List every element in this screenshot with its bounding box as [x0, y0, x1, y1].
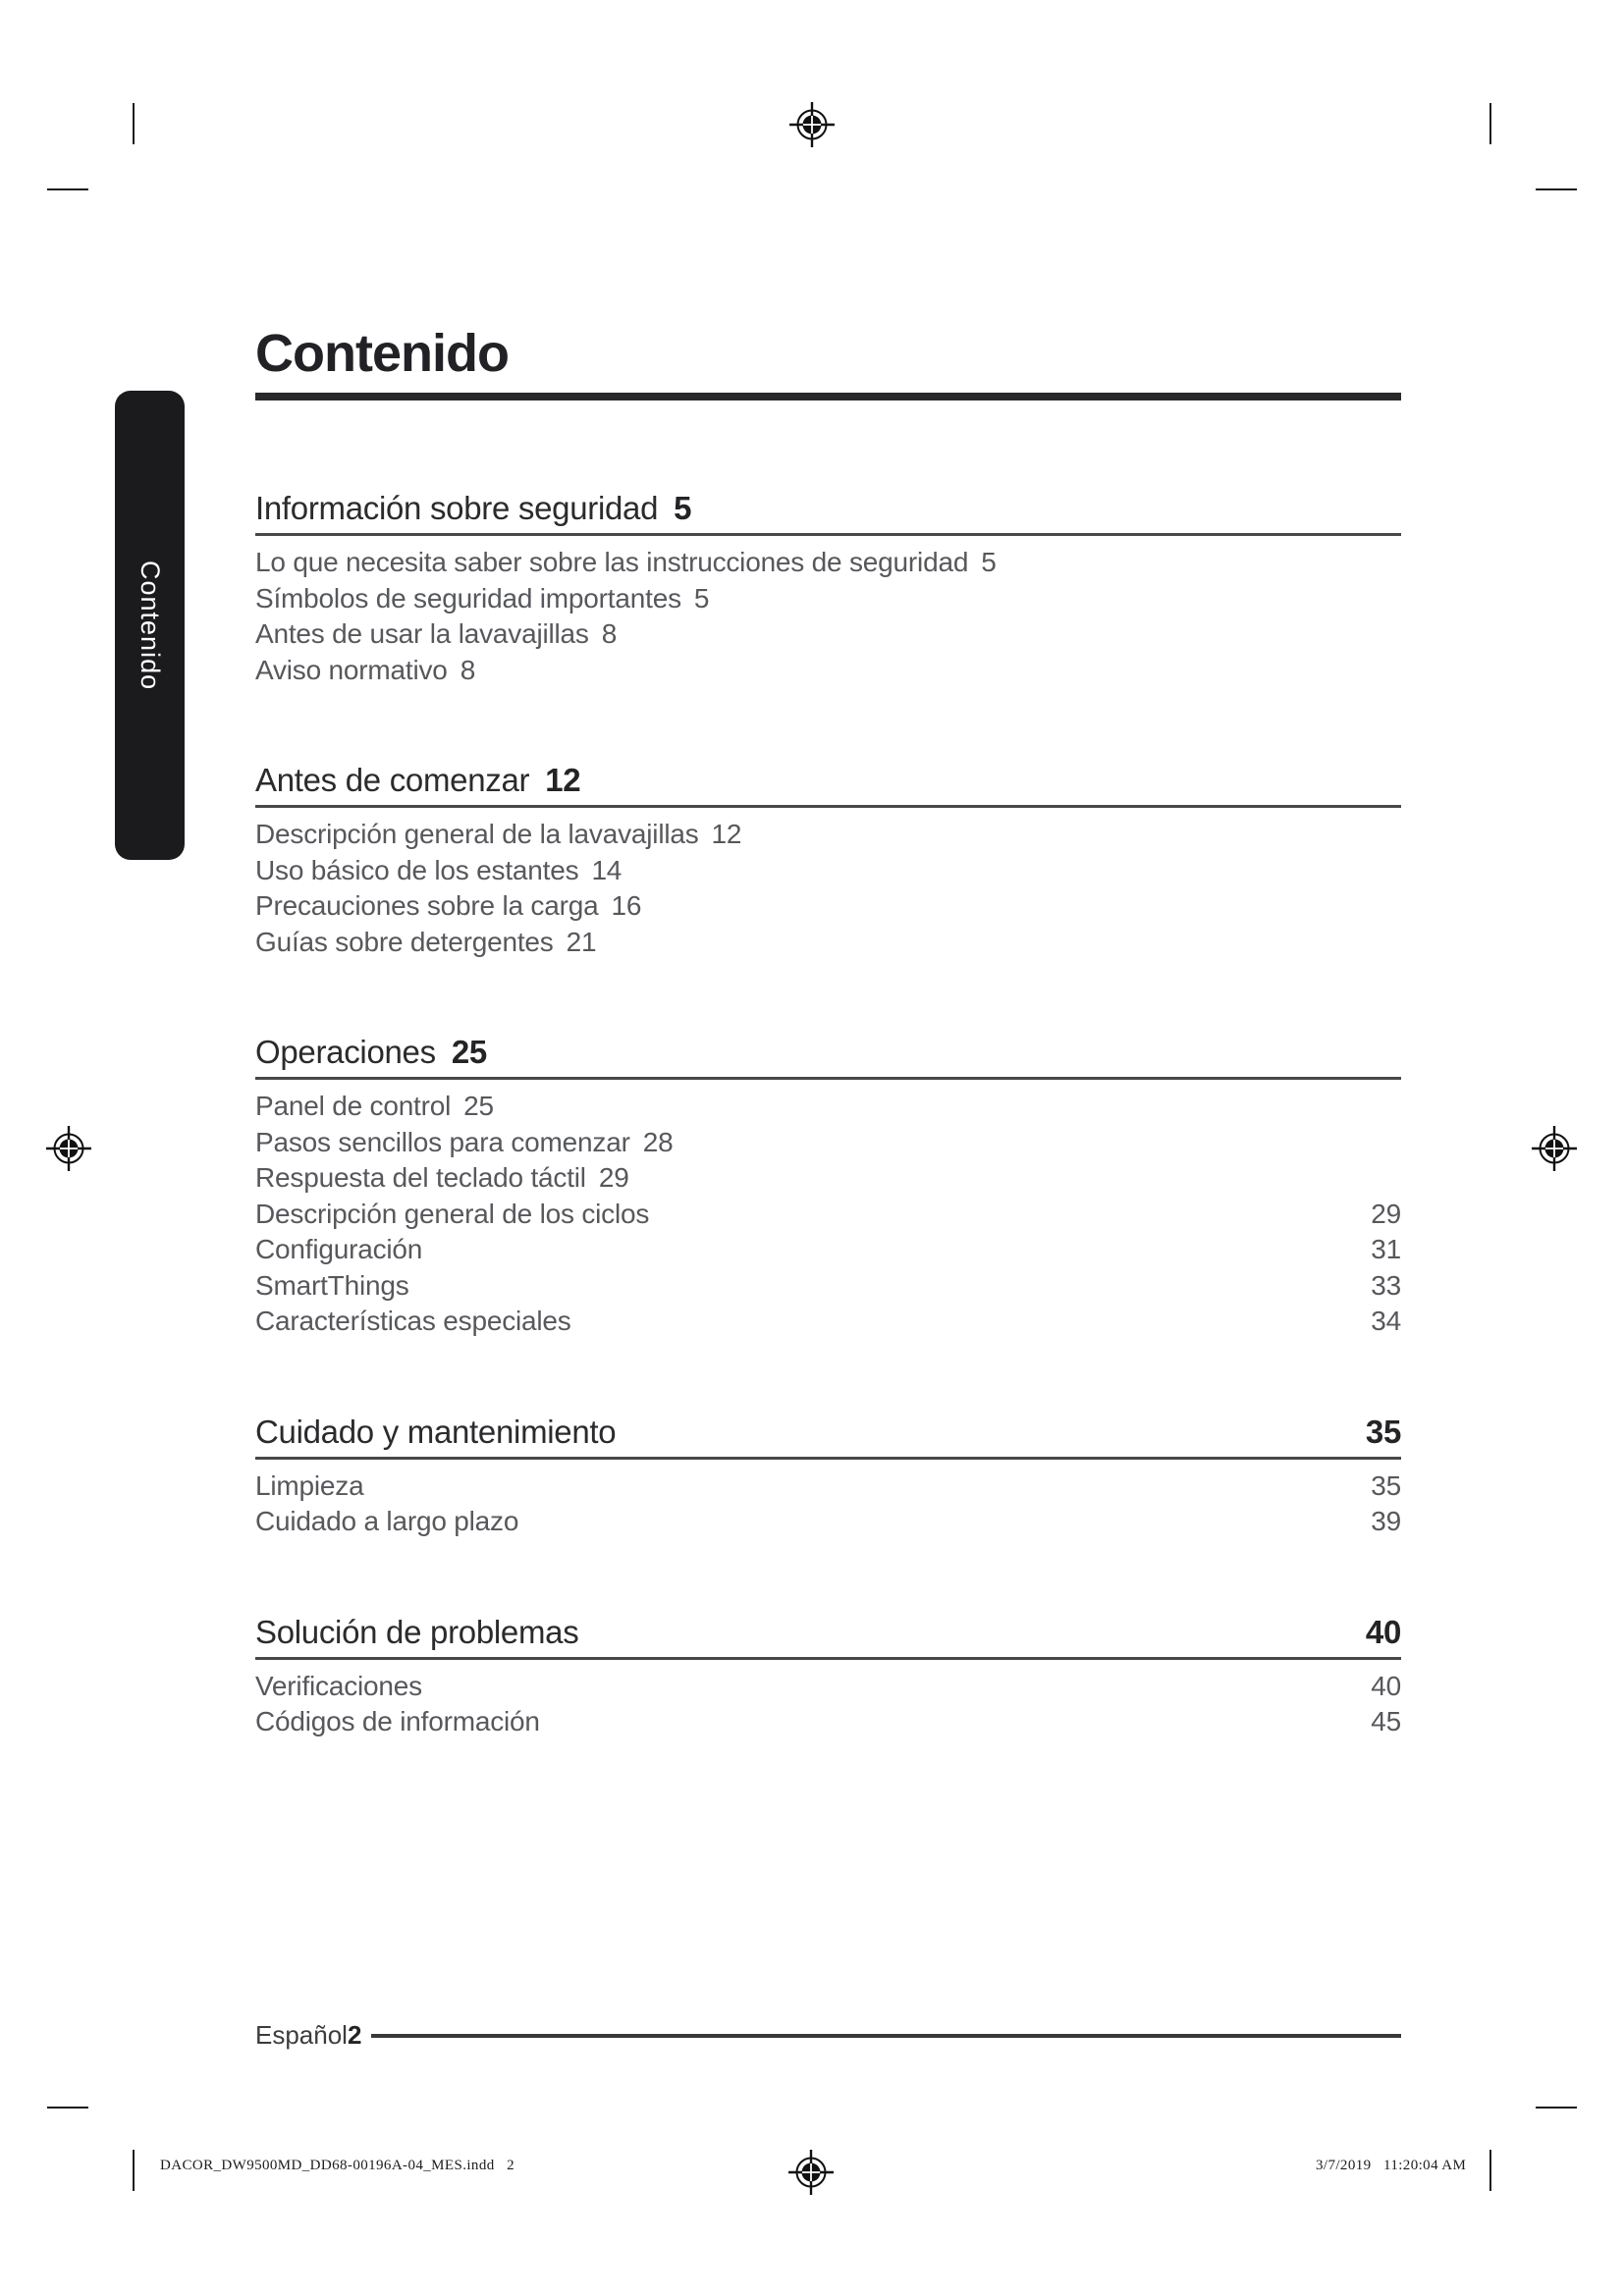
toc-item-page-number: 31	[1371, 1234, 1401, 1264]
toc-item-label: Cuidado a largo plazo	[255, 1506, 519, 1536]
toc-section-heading	[255, 1031, 1401, 1074]
toc-item-page-number: 5	[693, 582, 710, 614]
toc-item-page-number: 5	[981, 547, 997, 577]
toc-item-page-number: 21	[566, 926, 597, 957]
section-divider	[255, 1077, 1401, 1080]
toc-item-label: SmartThings	[255, 1269, 409, 1301]
footer-language: Español	[255, 2020, 348, 2050]
toc-item-page-number: 25	[463, 1091, 494, 1121]
toc-item-page-number: 40	[1371, 1670, 1401, 1701]
chapter-side-tab-label: Contenido	[135, 560, 165, 691]
toc-item	[255, 1504, 1401, 1540]
toc-item-list	[255, 1669, 1401, 1740]
toc-item-page-number: 12	[711, 819, 742, 849]
toc-item-list	[255, 1468, 1401, 1540]
toc-item	[255, 1468, 1401, 1505]
registration-mark	[45, 1125, 92, 1172]
toc-item	[255, 616, 1401, 653]
toc-item-label: Aviso normativo	[255, 654, 448, 685]
toc-item-label: Uso básico de los estantes	[255, 854, 579, 885]
toc-item-label: Lo que necesita saber sobre las instrucciones de seguridad	[255, 547, 969, 577]
crop-mark	[47, 2107, 88, 2109]
chapter-side-tab	[115, 391, 185, 860]
toc-section	[255, 1031, 1401, 1340]
toc-section-page-number: 25	[451, 1034, 487, 1070]
toc-section-title: Información sobre seguridad	[255, 490, 659, 526]
toc-item-label: Precauciones sobre la carga	[255, 890, 599, 921]
crop-mark	[133, 103, 135, 144]
toc-item-page-number: 39	[1371, 1506, 1401, 1536]
toc-section-page-number: 12	[545, 762, 581, 798]
toc-section-page-number: 40	[1365, 1613, 1401, 1650]
toc-item-page-number: 29	[598, 1162, 629, 1193]
toc-section-page-number: 35	[1365, 1413, 1401, 1450]
toc-item	[255, 925, 1401, 961]
footer-language-page	[255, 2020, 361, 2051]
toc-item	[255, 1160, 1401, 1197]
toc-item	[255, 1669, 1401, 1705]
toc-item	[255, 1197, 1401, 1233]
registration-mark	[787, 2149, 835, 2196]
toc-item-label: Pasos sencillos para comenzar	[255, 1126, 630, 1157]
crop-mark	[1489, 2150, 1491, 2191]
toc-section-heading	[255, 759, 1401, 802]
section-divider	[255, 533, 1401, 536]
toc-item	[255, 545, 1401, 581]
toc-section-heading	[255, 1411, 1401, 1454]
toc-item	[255, 1704, 1401, 1740]
toc-item-list	[255, 545, 1401, 688]
toc-section	[255, 759, 1401, 960]
print-slug-filename: DACOR_DW9500MD_DD68-00196A-04_MES.indd 2	[160, 2158, 514, 2173]
print-slug-timestamp: 3/7/2019 11:20:04 AM	[1316, 2158, 1467, 2173]
toc-item-list	[255, 1089, 1401, 1340]
page-title: Contenido	[255, 324, 509, 383]
section-divider	[255, 805, 1401, 808]
toc-item-page-number: 28	[642, 1126, 674, 1157]
toc-item	[255, 853, 1401, 889]
toc-item-list	[255, 817, 1401, 960]
toc-item-label: Respuesta del teclado táctil	[255, 1162, 586, 1193]
toc-section-title: Antes de comenzar	[255, 762, 530, 798]
toc-item-label: Códigos de información	[255, 1706, 540, 1736]
toc-item	[255, 1089, 1401, 1125]
toc-item-page-number: 33	[1371, 1269, 1401, 1301]
page-footer	[255, 2020, 1401, 2051]
toc-item-page-number: 29	[1371, 1198, 1401, 1229]
title-divider	[255, 393, 1401, 400]
crop-mark	[1489, 103, 1491, 144]
toc-item-label: Verificaciones	[255, 1670, 422, 1701]
toc-content	[255, 326, 1401, 1740]
toc-item-page-number: 8	[601, 618, 618, 649]
toc-section	[255, 1611, 1401, 1740]
toc-section-title: Cuidado y mantenimiento	[255, 1413, 617, 1450]
crop-mark	[1536, 188, 1577, 190]
registration-mark	[1531, 1125, 1578, 1172]
toc-item-page-number: 16	[611, 890, 642, 921]
toc-item	[255, 653, 1401, 689]
toc-section-heading	[255, 487, 1401, 530]
toc-item-label: Panel de control	[255, 1091, 452, 1121]
toc-item-label: Guías sobre detergentes	[255, 926, 554, 957]
crop-mark	[133, 2150, 135, 2191]
toc-item-page-number: 35	[1371, 1469, 1401, 1501]
toc-item	[255, 1268, 1401, 1305]
section-divider	[255, 1457, 1401, 1460]
crop-mark	[1536, 2107, 1577, 2109]
section-divider	[255, 1657, 1401, 1660]
toc-item-page-number: 45	[1371, 1706, 1401, 1736]
toc-item	[255, 581, 1401, 617]
toc-item-page-number: 14	[591, 854, 623, 885]
crop-mark	[47, 188, 88, 190]
toc-item-page-number: 34	[1371, 1306, 1401, 1336]
toc-section-heading	[255, 1611, 1401, 1654]
toc-item	[255, 1232, 1401, 1268]
toc-item-page-number: 8	[460, 654, 476, 685]
toc-section-title: Operaciones	[255, 1034, 436, 1070]
toc-sections	[255, 487, 1401, 1740]
footer-page-number: 2	[347, 2020, 362, 2050]
toc-section-title: Solución de problemas	[255, 1613, 579, 1650]
toc-item-label: Limpieza	[255, 1469, 364, 1501]
footer-divider	[371, 2034, 1401, 2038]
toc-item-label: Configuración	[255, 1234, 423, 1264]
toc-section-page-number: 5	[674, 490, 692, 526]
toc-section	[255, 487, 1401, 688]
toc-item	[255, 1304, 1401, 1340]
toc-item	[255, 1125, 1401, 1161]
toc-item-label: Características especiales	[255, 1306, 571, 1336]
toc-section	[255, 1411, 1401, 1540]
toc-item	[255, 888, 1401, 925]
registration-mark	[788, 101, 836, 148]
toc-item-label: Descripción general de la lavavajillas	[255, 819, 699, 849]
toc-item-label: Antes de usar la lavavajillas	[255, 618, 589, 649]
toc-item-label: Símbolos de seguridad importantes	[255, 582, 681, 614]
toc-item	[255, 817, 1401, 853]
toc-item-label: Descripción general de los ciclos	[255, 1198, 650, 1229]
